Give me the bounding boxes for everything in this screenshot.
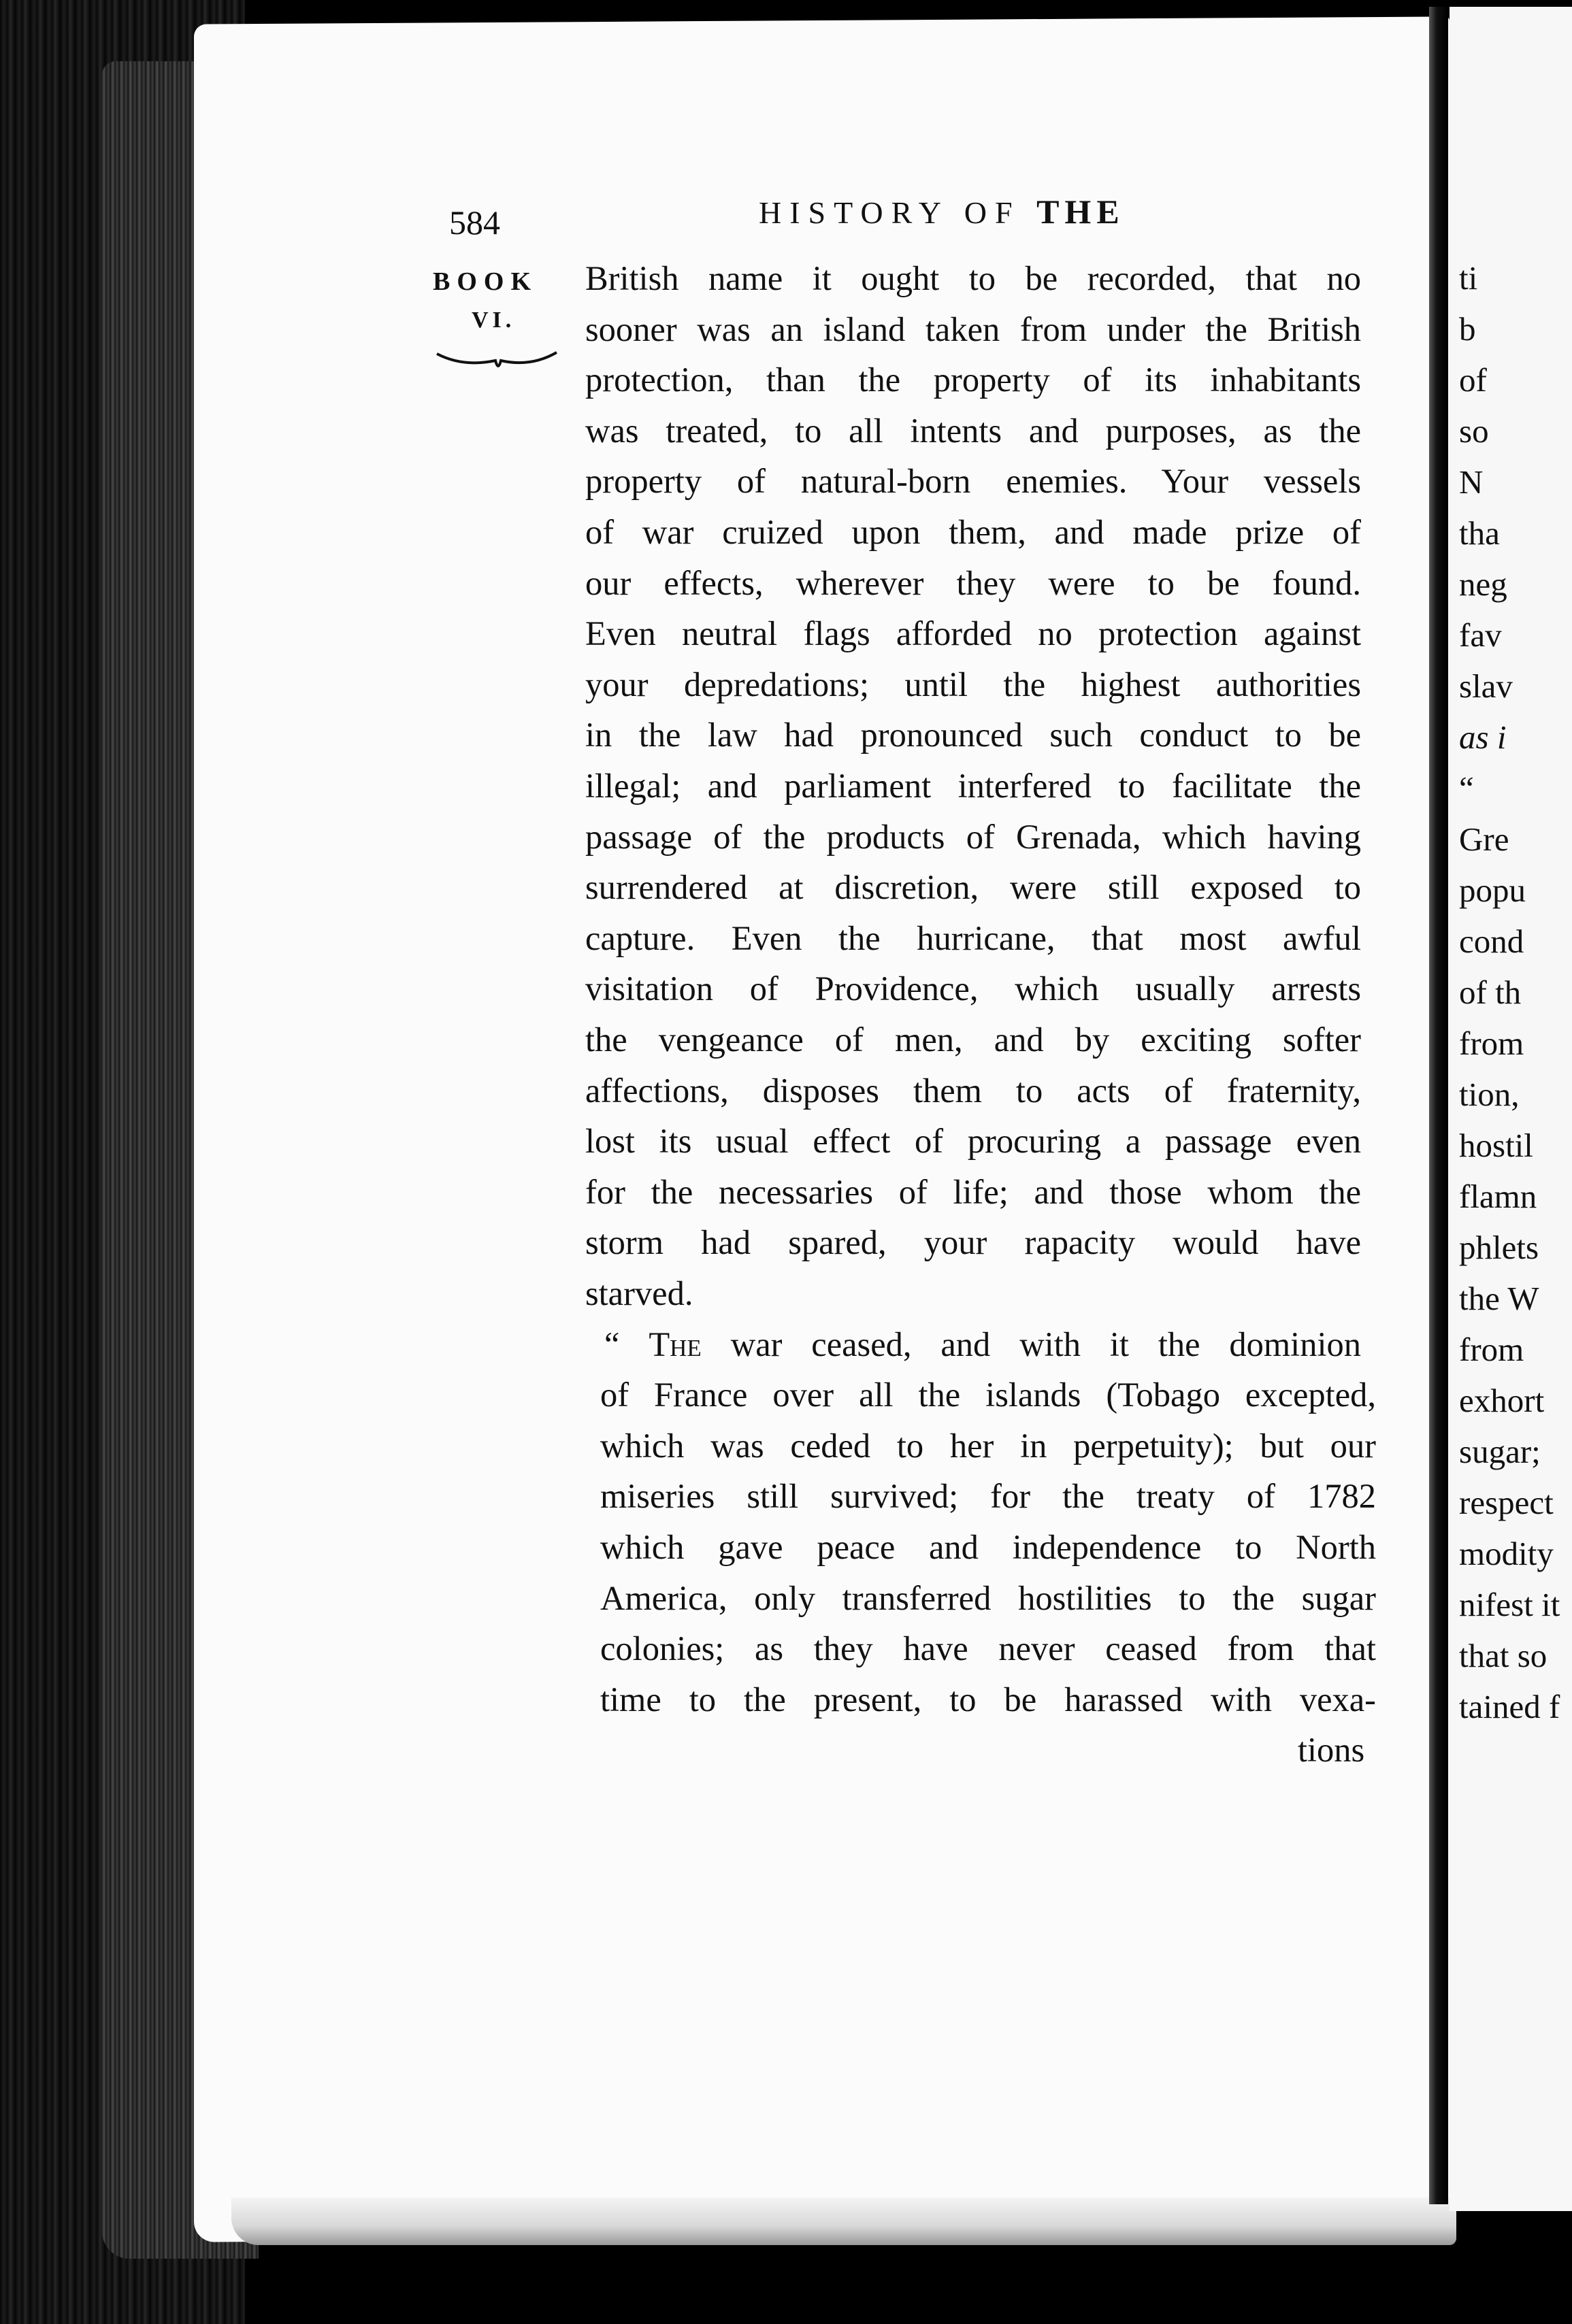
facing-page-fragment: “ [1459,769,1474,807]
text-line: affections, disposes them to acts of fraternity, [585,1071,1361,1110]
facing-page-fragment: nifest it [1459,1586,1560,1623]
text-line: which was ceded to her in perpetuity); but our [600,1426,1376,1465]
facing-page-fragment: the W [1459,1280,1539,1317]
text-line: America, only transferred hostilities to the sugar [600,1578,1376,1617]
running-head [759,192,1125,231]
first-line-rest: war ceased, and with it the dominion [701,1325,1361,1363]
text-line: British name it ought to be recorded, that no [585,259,1361,297]
text-line: was treated, to all intents and purposes, as the [585,411,1361,450]
margin-book-number: VI. [472,308,516,333]
gutter [1429,7,1448,2204]
text-line: protection, than the property of its inhabitants [585,361,1361,399]
facing-page-fragment: as i [1459,718,1507,756]
facing-page-fragment: hostil [1459,1127,1533,1164]
facing-page-fragment: slav [1459,667,1513,705]
facing-page-fragment: cond [1459,923,1524,960]
facing-page-fragment: from [1459,1025,1524,1062]
facing-page-fragment: modity [1459,1535,1554,1572]
paragraph-first-line [604,1319,1361,1370]
text-line: storm had spared, your rapacity would have [585,1223,1361,1262]
text-line: surrendered at discretion, were still exposed to [585,868,1361,907]
facing-page-fragment: that so [1459,1637,1548,1674]
facing-page-fragment: so [1459,412,1489,450]
facing-page-fragment: sugar; [1459,1433,1541,1470]
text-line: your depredations; until the highest authorities [585,665,1361,703]
text-line: visitation of Providence, which usually arrests [585,969,1361,1008]
text-line: Even neutral flags afforded no protection against [585,614,1361,653]
page-number: 584 [449,203,500,242]
facing-page-fragment: N [1459,463,1484,501]
text-line: sooner was an island taken from under the British [585,310,1361,348]
facing-page-fragment: popu [1459,872,1526,909]
facing-page-fragment: of th [1459,974,1522,1011]
facing-page-fragment: tha [1459,514,1500,552]
brace-ornament [436,347,558,374]
running-head-part1: HISTORY OF [759,195,1021,230]
text-line: for the necessaries of life; and those whom the [585,1172,1361,1211]
text-line: starved. [585,1274,693,1312]
facing-page-fragment: respect [1459,1484,1554,1521]
text-line: illegal; and parliament interfered to facilitate the [585,767,1361,805]
facing-page-fragment: of [1459,361,1487,399]
text-line: in the law had pronounced such conduct to be [585,716,1361,754]
page-bottom-edge [231,2197,1456,2245]
margin-book-label: BOOK [433,267,538,296]
facing-page-fragment: tained f [1459,1688,1560,1725]
facing-page-fragment: phlets [1459,1229,1539,1266]
open-quote: “ [604,1325,649,1363]
text-line: which gave peace and independence to North [600,1528,1376,1566]
text-line: lost its usual effect of procuring a passage even [585,1122,1361,1161]
text-line: colonies; as they have never ceased from that [600,1629,1376,1668]
facing-page-fragment: exhort [1459,1382,1545,1419]
facing-page-fragment: fav [1459,616,1502,654]
text-line: of France over all the islands (Tobago excepted, [600,1376,1376,1414]
facing-page-fragment: flamn [1459,1178,1537,1215]
text-line: miseries still survived; for the treaty of 1782 [600,1477,1376,1516]
text-line: our effects, wherever they were to be found. [585,563,1361,602]
facing-page-fragment: from [1459,1331,1524,1368]
text-line: the vengeance of men, and by exciting softer [585,1020,1361,1059]
running-head-part2: THE [1036,193,1125,231]
facing-page-fragment: b [1459,310,1476,348]
facing-page-fragment: Gre [1459,820,1509,858]
text-line: time to the present, to be harassed with vexa- [600,1680,1376,1719]
text-line: passage of the products of Grenada, which having [585,817,1361,856]
facing-page-fragment: ti [1459,259,1478,297]
lead-word: The [649,1325,702,1363]
text-line: of war cruized upon them, and made prize of [585,513,1361,551]
text-line: capture. Even the hurricane, that most awful [585,918,1361,957]
facing-page-fragment: tion, [1459,1076,1520,1113]
text-line: property of natural-born enemies. Your vessels [585,462,1361,501]
facing-page [1450,7,1572,2211]
facing-page-fragment: neg [1459,565,1507,603]
catchword: tions [1298,1731,1365,1770]
